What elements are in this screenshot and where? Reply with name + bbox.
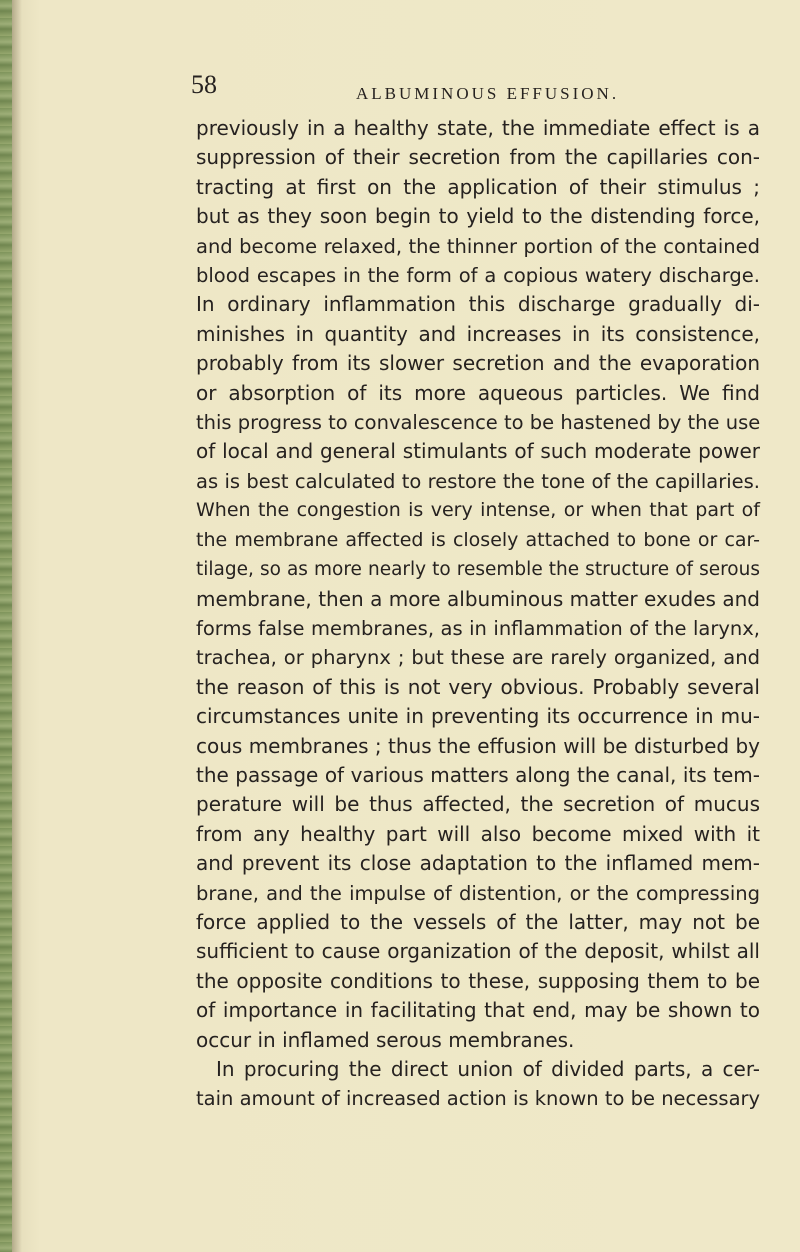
text-line: perature will be thus affected, the secretion of mucus	[196, 792, 760, 817]
running-head: ALBUMINOUS EFFUSION.	[356, 84, 620, 103]
text-line: force applied to the vessels of the latter, may not be	[196, 909, 760, 934]
text-line: and prevent its close adaptation to the inflamed mem-	[196, 851, 760, 876]
text-line: membrane, then a more albuminous matter exudes and	[196, 586, 760, 611]
text-line: In procuring the direct union of divided parts, a cer-	[216, 1057, 760, 1081]
book-binding-edge	[0, 0, 12, 1252]
text-line: occur in inflamed serous membranes.	[196, 1027, 575, 1052]
page-number: 58	[191, 70, 217, 99]
text-line: tilage, so as more nearly to resemble the structure of serous	[196, 559, 760, 581]
text-line: tain amount of increased action is known to be necessary	[196, 1087, 761, 1111]
text-line: brane, and the impulse of distention, or the compressing	[196, 881, 760, 905]
text-line: the membrane affected is closely attached to bone or car-	[196, 528, 760, 551]
text-line: sufficient to cause organization of the deposit, whilst all	[196, 939, 760, 964]
binding-shadow	[12, 0, 22, 1252]
text-line: forms false membranes, as in inflammation of the larynx,	[196, 616, 760, 640]
text-line: trachea, or pharynx ; but these are rarely organized, and	[196, 646, 760, 670]
text-line: the opposite conditions to these, supposing them to be	[196, 968, 760, 993]
text-line: from any healthy part will also become mixed with it	[196, 821, 760, 846]
text-line: circumstances unite in preventing its occurrence in mu-	[196, 704, 760, 729]
text-line: but as they soon begin to yield to the distending force,	[196, 204, 760, 229]
text-line: previously in a healthy state, the immediate effect is a	[196, 116, 760, 140]
text-line: probably from its slower secretion and the evaporation	[196, 351, 760, 376]
text-line: tracting at first on the application of their stimulus ;	[196, 174, 760, 199]
text-line: When the congestion is very intense, or when that part of	[196, 499, 760, 522]
text-line: this progress to convalescence to be hastened by the use	[196, 411, 761, 435]
text-line: the reason of this is not very obvious. Probably several	[196, 674, 760, 699]
text-line: as is best calculated to restore the tone of the capillaries.	[196, 469, 760, 493]
text-line: the passage of various matters along the canal, its tem-	[196, 762, 760, 787]
text-line: of local and general stimulants of such moderate power	[196, 439, 760, 464]
body-text	[196, 114, 760, 1114]
text-line: suppression of their secretion from the capillaries con-	[196, 145, 760, 170]
text-line: and become relaxed, the thinner portion of the contained	[196, 234, 760, 258]
text-line: cous membranes ; thus the effusion will be disturbed by	[196, 733, 760, 758]
text-line: blood escapes in the form of a copious watery discharge.	[196, 264, 760, 288]
text-line: or absorption of its more aqueous particles. We find	[196, 380, 760, 405]
text-line: minishes in quantity and increases in its consistence,	[196, 321, 760, 346]
text-line: of importance in facilitating that end, may be shown to	[196, 998, 760, 1023]
text-line: In ordinary inflammation this discharge gradually di-	[196, 292, 760, 317]
